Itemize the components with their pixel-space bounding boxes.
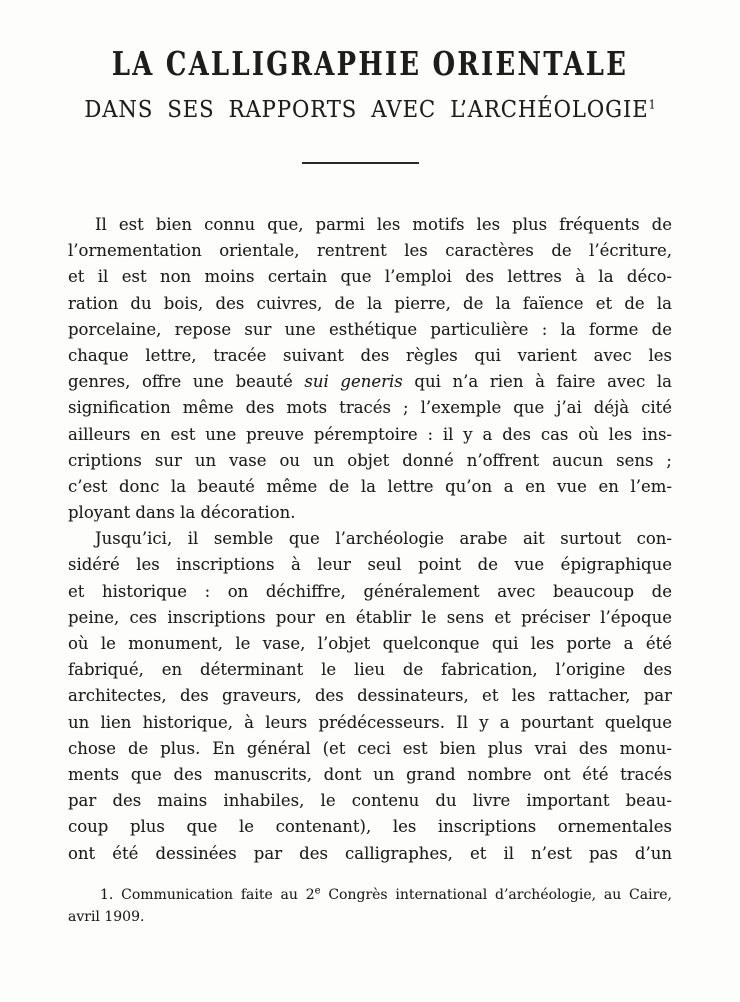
footnote bbox=[68, 884, 672, 928]
text-run: genres, offre une beauté bbox=[68, 372, 305, 392]
text-run: ration du bois, des cuivres, de la pierre, de la faïence et de la bbox=[68, 293, 672, 313]
paragraph-line bbox=[68, 369, 672, 395]
text-run: un lien historique, à leurs prédécesseurs. Il y a pourtant quelque bbox=[68, 712, 672, 732]
paragraph-line bbox=[68, 422, 672, 448]
paragraph-line bbox=[68, 212, 672, 238]
paragraph-line bbox=[68, 343, 672, 369]
text-run: ments que des manuscrits, dont un grand nombre ont été tracés bbox=[68, 764, 672, 784]
text-run: ont été dessinées par des calligraphes, et il n’est pas d’un bbox=[68, 843, 672, 863]
text-run: architectes, des graveurs, des dessinateurs, et les rattacher, par bbox=[68, 686, 672, 706]
text-run: avril 1909. bbox=[68, 909, 145, 925]
text-run: qui n’a rien à faire avec la bbox=[402, 372, 673, 392]
text-run: porcelaine, repose sur une esthétique particulière : la forme de bbox=[68, 319, 672, 339]
page-subtitle bbox=[30, 97, 711, 123]
page-title: LA CALLIGRAPHIE ORIENTALE bbox=[111, 44, 629, 83]
text-run: l’ornementation orientale, rentrent les caractères de l’écriture, bbox=[68, 241, 672, 261]
paragraph-line bbox=[68, 526, 672, 552]
paragraph-line bbox=[68, 710, 672, 736]
paragraph-line bbox=[68, 814, 672, 840]
paragraph-line bbox=[68, 395, 672, 421]
paragraph-line bbox=[68, 291, 672, 317]
text-run: Jusqu’ici, il semble que l’archéologie arabe ait surtout con- bbox=[95, 529, 672, 549]
footnote-line bbox=[68, 906, 672, 928]
paragraph-line bbox=[68, 631, 672, 657]
paragraph-line bbox=[68, 474, 672, 500]
text-run: peine, ces inscriptions pour en établir le sens et préciser l’époque bbox=[68, 607, 672, 627]
text-run: chose de plus. En général (et ceci est bien plus vrai des monu- bbox=[68, 738, 672, 758]
paragraph-line bbox=[68, 657, 672, 683]
paragraph-line bbox=[68, 762, 672, 788]
text-run: Congrès international d’archéologie, au Caire, bbox=[320, 887, 673, 903]
paragraph-line bbox=[68, 238, 672, 264]
text-run: chaque lettre, tracée suivant des règles qui varient avec les bbox=[68, 345, 672, 365]
text-run: Il est bien connu que, parmi les motifs les plus fréquents de bbox=[95, 215, 672, 234]
paragraph-line bbox=[68, 317, 672, 343]
body-text bbox=[68, 212, 672, 867]
text-run: coup plus que le contenant), les inscriptions ornementales bbox=[68, 817, 672, 837]
text-run: et il est non moins certain que l’emploi des lettres à la déco- bbox=[68, 267, 672, 287]
text-run: 1. Communication faite au 2 bbox=[100, 887, 315, 903]
paragraph-line bbox=[68, 264, 672, 290]
paragraph-line bbox=[68, 605, 672, 631]
text-run: ployant dans la décoration. bbox=[68, 503, 296, 523]
text-run: sidéré les inscriptions à leur seul point de vue épigraphique bbox=[68, 555, 672, 575]
paragraph-1 bbox=[68, 212, 672, 526]
text-run: et historique : on déchiffre, généralement avec beaucoup de bbox=[68, 581, 672, 601]
footnote-reference-marker: 1 bbox=[648, 97, 656, 112]
subtitle-text: DANS SES RAPPORTS AVEC L’ARCHÉOLOGIE bbox=[84, 97, 649, 123]
paragraph-line bbox=[68, 788, 672, 814]
text-run: où le monument, le vase, l’objet quelconque qui les porte a été bbox=[68, 634, 672, 653]
text-run: signification même des mots tracés ; l’exemple que j’ai déjà cité bbox=[68, 398, 672, 418]
italic-phrase: sui generis bbox=[304, 372, 403, 392]
paragraph-line bbox=[68, 736, 672, 762]
footnote-line bbox=[68, 884, 672, 906]
superscript: e bbox=[314, 885, 321, 897]
paragraph-line bbox=[68, 579, 672, 605]
text-run: par des mains inhabiles, le contenu du livre important beau- bbox=[68, 791, 672, 811]
divider-rule bbox=[302, 162, 419, 164]
text-run: fabriqué, en déterminant le lieu de fabrication, l’origine des bbox=[68, 660, 672, 680]
text-run: criptions sur un vase ou un objet donné n’offrent aucun sens ; bbox=[68, 450, 672, 470]
text-run: ailleurs en est une preuve péremptoire : il y a des cas où les ins- bbox=[68, 424, 672, 444]
paragraph-line bbox=[68, 683, 672, 709]
text-run: c’est donc la beauté même de la lettre qu’on a en vue en l’em- bbox=[68, 476, 672, 496]
paragraph-line bbox=[68, 500, 672, 526]
paragraph-line bbox=[68, 552, 672, 578]
paragraph-line bbox=[68, 448, 672, 474]
paragraph-line bbox=[68, 841, 672, 867]
paragraph-2 bbox=[68, 526, 672, 866]
